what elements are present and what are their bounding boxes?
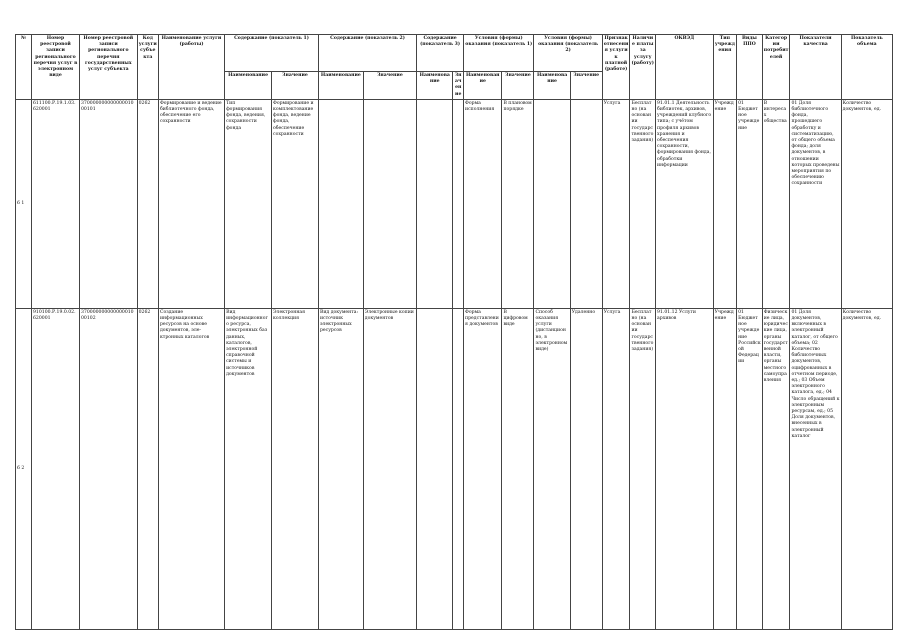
registry-table	[15, 34, 893, 630]
cell-num: 6 2	[16, 308, 32, 629]
cell-reg2: 37000000000000001000102	[80, 308, 138, 629]
subheader-c2-name: Наименование	[318, 72, 363, 100]
header-registry-order: Номер реестровой записи регионального перечня государственных услуг субъекта	[80, 35, 138, 100]
cell-c2-value	[363, 99, 416, 308]
cell-c2-name	[318, 99, 363, 308]
header-categories: Категории потребителей	[762, 35, 790, 100]
cell-pay: Бесплатно (на основании государственного задания)	[630, 99, 656, 308]
table-row	[16, 308, 893, 629]
cell-num: 6 1	[16, 99, 32, 308]
cell-c3-name	[417, 308, 453, 629]
header-content-1: Содержание (показатель 1)	[225, 35, 319, 72]
subheader-c3-name: Наименование	[417, 72, 453, 100]
cell-name: Формирование и ведение библиотечного фонда, обеспечение его сохранности	[158, 99, 224, 308]
cell-inn: 01 Бюджетное учреждение Российской Федерации	[737, 308, 763, 629]
cell-volume: Количество документов, ед.	[841, 99, 892, 308]
header-content-3: Содержание (показатель 3)	[417, 35, 464, 72]
header-content-2: Содержание (показатель 2)	[318, 35, 416, 72]
header-conditions-2: Условия (формы) оказания (показатель 2)	[534, 35, 602, 72]
cell-u2-name: Способ оказания услуги (дистанционно, в электронном виде)	[534, 308, 570, 629]
cell-c1-value: Формирование и комплектование фонда, ведение фонда, обеспечение сохранности	[272, 99, 319, 308]
subheader-c2-value: Значение	[363, 72, 416, 100]
cell-c2-name: Вид документа: источник электронных ресурсов	[318, 308, 363, 629]
cell-pay: Бесплатно (на основании государственного задания)	[630, 308, 656, 629]
cell-u2-name	[534, 99, 570, 308]
cell-inn: 01 Бюджетное учреждение	[737, 99, 763, 308]
header-quality: Показатели качества	[790, 35, 841, 100]
cell-c3-value	[453, 308, 464, 629]
header-row	[16, 35, 893, 72]
table-row	[16, 99, 893, 308]
header-pay-order: Наличие платы за услугу (работу)	[630, 35, 656, 100]
cell-reg: 910100.Р.19.0.02.620001	[32, 308, 80, 629]
cell-u1-name: Форма представления документов	[464, 308, 502, 629]
header-free: Признак отнесения услуги к платной (работе)	[602, 35, 630, 100]
cell-c1-name: Тип формирования фонда, ведения, сохранности фонда	[225, 99, 272, 308]
cell-kind: Учреждение	[713, 99, 736, 308]
cell-okved: 91.01.1 Деятельность библиотек, архивов, учреждений клубного типа; с учётом профиля архивов хранения и обеспечения сохранности, формирования фонда, обработки информации	[656, 99, 714, 308]
subheader-u2-value: Значение	[570, 72, 602, 100]
header-okved: ОКВЭД	[656, 35, 714, 100]
subheader-c1-name: Наименование	[225, 72, 272, 100]
cell-u2-value: Удаленно	[570, 308, 602, 629]
cell-name: Создание информационных ресурсов на основе документов, эле- ктронных каталогов	[158, 308, 224, 629]
subheader-c1-value: Значение	[272, 72, 319, 100]
cell-reg: 611100.Р.19.1.03.620001	[32, 99, 80, 308]
registry-table-sheet	[15, 34, 893, 630]
cell-quality: 01 Доля библиотечного фонда, прошедшего обработку и систематизацию, от общего объема фонда; доля документов, в отношении которых проведены мероприятия по обеспечению сохранности	[790, 99, 841, 308]
cell-code: 0262	[137, 99, 158, 308]
subheader-c3-value: Значение	[453, 72, 464, 100]
cell-quality: 01 Доля документов, включенных в электронный каталог, от общего объема; 02 Количество библиотечных документов, оцифрованных в отчетном периоде, ед.; 03 Объем электронного каталога, ед.; 04 Число обращений к электронным ресурсам, ед.; 05 Доля документов, внесенных в электронный каталог	[790, 308, 841, 629]
header-service-name: Наименование услуги (работы)	[158, 35, 224, 100]
cell-kind: Учреждение	[713, 308, 736, 629]
subheader-u2-name: Наименование	[534, 72, 570, 100]
subheader-u1-value: Значение	[502, 72, 534, 100]
cell-c1-value: Электронная коллекция	[272, 308, 319, 629]
cell-free: Услуга	[602, 308, 630, 629]
cell-volume: Количество документов, ед.	[841, 308, 892, 629]
cell-c1-name: Вид информационного ресурса, электронных баз данных, каталогов, электронной справочной системы и источников документов	[225, 308, 272, 629]
cell-u1-name: Форма исполнения	[464, 99, 502, 308]
cell-c2-value: Электронные копии документов	[363, 308, 416, 629]
header-kind: Тип учреждения	[713, 35, 736, 100]
header-num: №	[16, 35, 32, 100]
cell-u1-value: В плановом порядке	[502, 99, 534, 308]
cell-free: Услуга	[602, 99, 630, 308]
cell-categories: Физические лица, юридические лица, органы государственной власти, органы местного самоуправления	[762, 308, 790, 629]
cell-code: 0262	[137, 308, 158, 629]
header-volume: Показатель объема	[841, 35, 892, 100]
cell-okved: 91.01.12 Услуги архивов	[656, 308, 714, 629]
header-conditions-1: Условия (формы) оказания (показатель 1)	[464, 35, 534, 72]
header-service-code: Код услуги субъекта	[137, 35, 158, 100]
subheader-u1-name: Наименование	[464, 72, 502, 100]
header-inn: Виды ППО	[737, 35, 763, 100]
cell-c3-name	[417, 99, 453, 308]
header-reg-number: Номер реестровой записи регионального перечня услуг в электронном виде	[32, 35, 80, 100]
cell-u1-value: В цифровом виде	[502, 308, 534, 629]
cell-categories: В интересах общества	[762, 99, 790, 308]
cell-reg2: 37000000000000001000101	[80, 99, 138, 308]
cell-u2-value	[570, 99, 602, 308]
cell-c3-value	[453, 99, 464, 308]
